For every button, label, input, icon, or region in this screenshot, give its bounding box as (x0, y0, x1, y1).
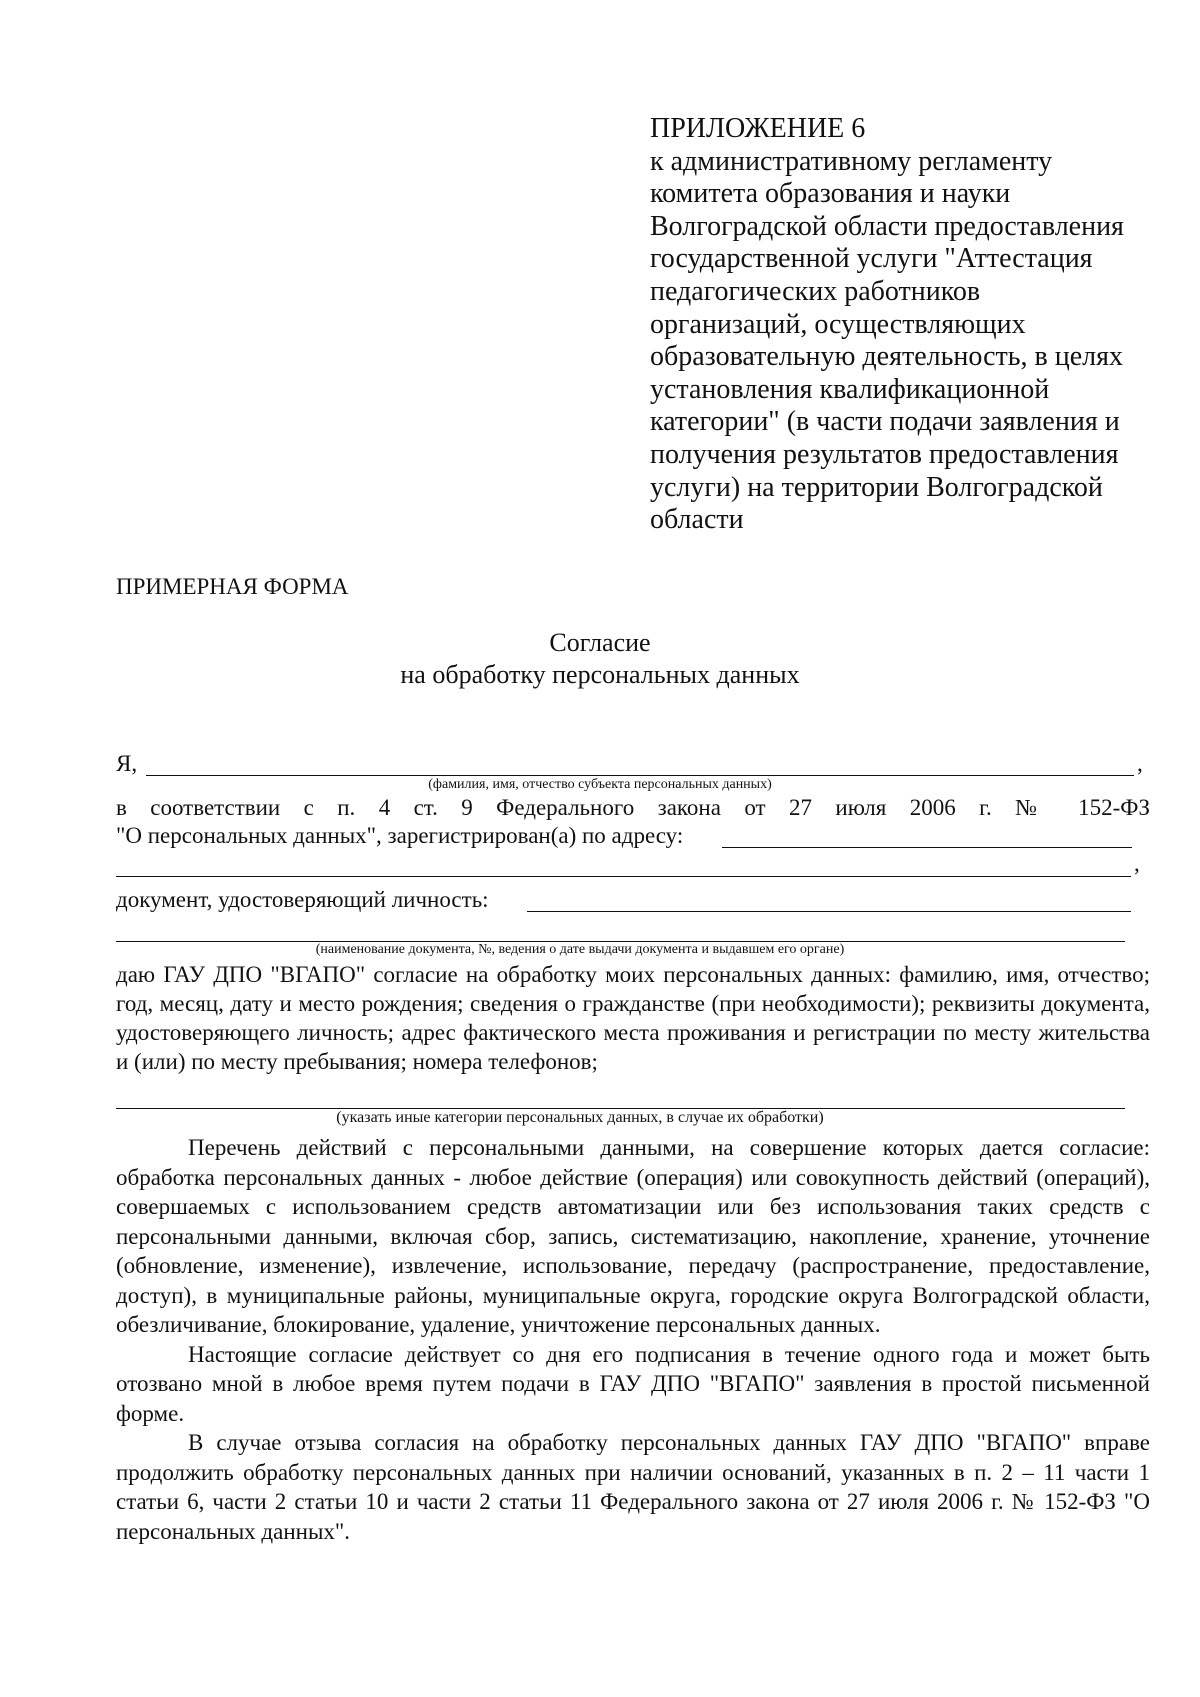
address-field[interactable] (722, 847, 1132, 848)
comma: , (1137, 751, 1143, 776)
full-name-field[interactable] (146, 775, 1134, 776)
annex-line: организаций, осуществляющих (650, 308, 1026, 340)
consent-text: даю ГАУ ДПО "ВГАПО" согласие на обработку моих персональных данных: фамилию, имя, отчество; год, месяц, дату и место рождения; сведения о гражданстве (при необходимости); реквизиты документа, удостоверяющего личность; адрес фактического места проживания и регистрации по месту жительства и (или) по месту пребывания; номера телефонов; (116, 962, 1150, 1074)
identity-document-hint: (наименование документа, №, ведения о дате выдачи документа и выдавшем его органе) (315, 942, 845, 957)
annex-line: получения результатов предоставления (650, 438, 1119, 470)
comma: , (1134, 851, 1140, 876)
body-paragraphs (116, 1133, 1150, 1546)
annex-line: комитета образования и науки (650, 178, 1011, 210)
address-field-continued[interactable] (116, 876, 1131, 877)
annex-line: педагогических работников (650, 275, 981, 307)
annex-line: государственной услуги "Аттестация (650, 243, 1093, 275)
annex-line: к административному регламенту (650, 145, 1053, 177)
annex-line: образовательную деятельность, в целях (650, 341, 1123, 373)
withdrawal-paragraph: В случае отзыва согласия на обработку персональных данных ГАУ ДПО "ВГАПО" вправе продолжить обработку персональных данных при наличии оснований, указанных в п. 2 – 11 части 1 статьи 6, части 2 статьи 10 и части 2 статьи 11 Федерального закона от 27 июля 2006 г. № 152-ФЗ "О персональных данных". (116, 1430, 1150, 1544)
validity-paragraph: Настоящие согласие действует со дня его подписания в течение одного года и может быть отозвано мной в любое время путем подачи в ГАУ ДПО "ВГАПО" заявления в простой письменной форме. (116, 1341, 1150, 1426)
i-label: Я, (116, 751, 138, 776)
law-reference: в соответствии с п. 4 ст. 9 Федерального закона от 27 июля 2006 г. № 152-ФЗ (116, 795, 1150, 820)
registered-address-label: "О персональных данных", зарегистрирован(а) по адресу: (116, 823, 684, 848)
actions-paragraph: Перечень действий с персональными данными, на совершение которых дается согласие: обработка персональных данных - любое действие (операция) или совокупность действий (операций), совершаемых с использованием средств автоматизации или без использования таких средств с персональными данными, включая сбор, запись, систематизацию, накопление, хранение, уточнение (обновление, изменение), извлечение, использование, передачу (распространение, предоставление, доступ), в муниципальные районы, муниципальные округа, городские округа Волгоградской области, обезличивание, блокирование, удаление, уничтожение персональных данных. (116, 1135, 1150, 1337)
full-name-hint: (фамилия, имя, отчество субъекта персональных данных) (428, 777, 772, 792)
document-title: Согласие (549, 628, 651, 657)
annex-line: установления квалификационной (650, 373, 1050, 405)
annex-line: области (650, 504, 744, 536)
identity-document-label: документ, удостоверяющий личность: (116, 887, 489, 912)
identity-document-field[interactable] (527, 911, 1131, 912)
annex-header (650, 113, 1170, 537)
annex-line: услуги) на территории Волгоградской (650, 471, 1103, 503)
annex-line: категории" (в части подачи заявления и (650, 406, 1120, 438)
annex-line: ПРИЛОЖЕНИЕ 6 (650, 113, 866, 144)
document-subtitle: на обработку персональных данных (400, 660, 800, 689)
annex-line: Волгоградской области предоставления (650, 210, 1124, 242)
other-categories-hint: (указать иные категории персональных данных, в случае их обработки) (336, 1109, 824, 1126)
form-type-label: ПРИМЕРНАЯ ФОРМА (116, 574, 349, 599)
